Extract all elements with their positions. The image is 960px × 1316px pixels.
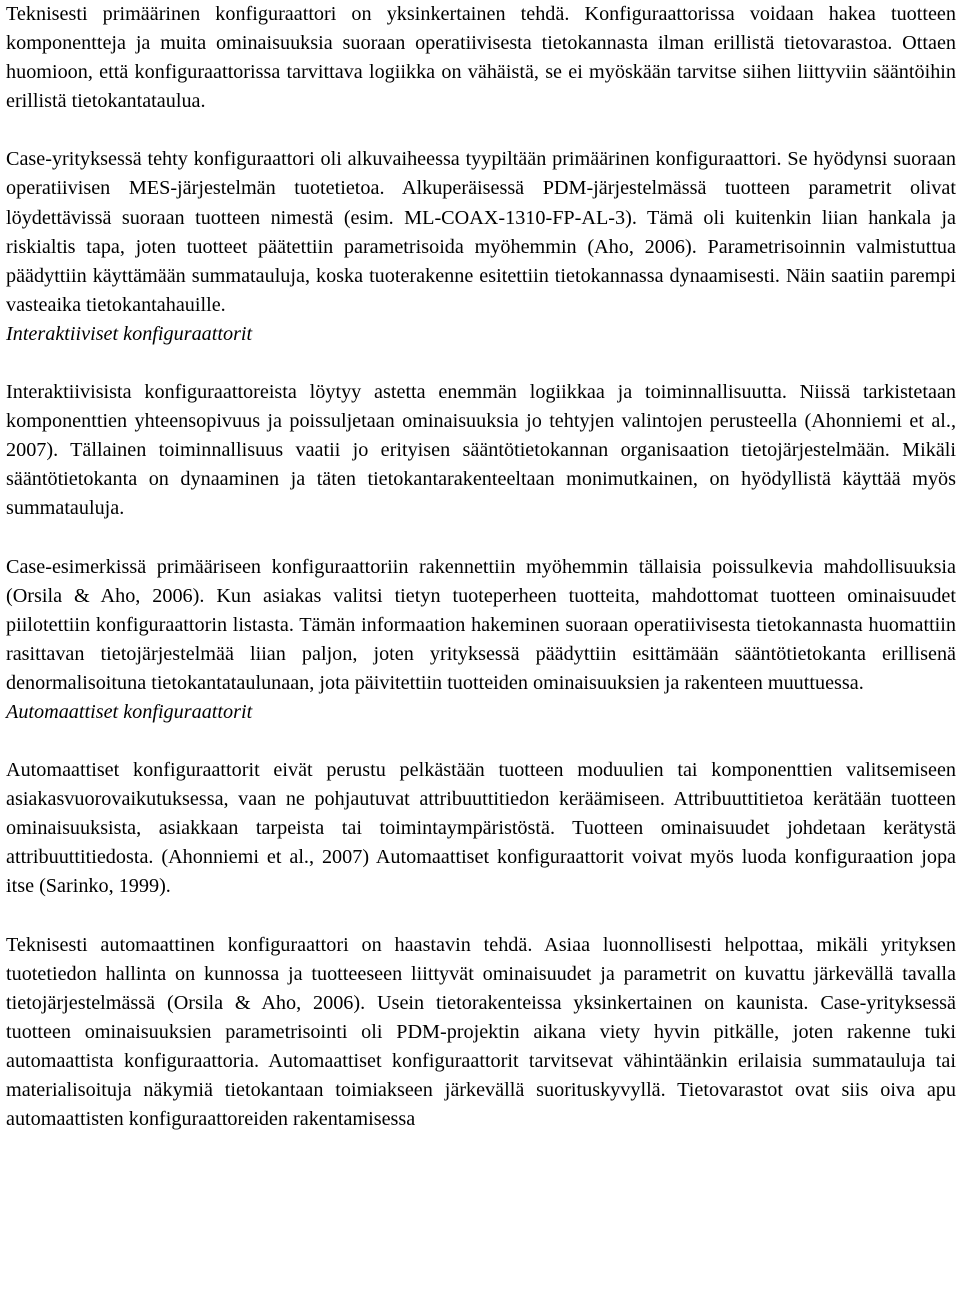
heading-interactive-configurators: Interaktiiviset konfiguraattorit — [6, 322, 253, 345]
paragraph-primary-configurator: Teknisesti primäärinen konfiguraattori on yksinkertainen tehdä. Konfiguraattorissa voidaan hakea tuotteen komponentteja ja muita ominaisuuksia suoraan operatiivisesta tietokannasta ilman erillistä tietovarastoa. Ottaen huomioon, että konfiguraattorissa tarvittava logiikka on vähäistä, se ei myöskään tarvitse siihen liittyviin sääntöihin erillistä tietokantataulua. — [6, 3, 956, 113]
paragraph-case-example: Case-esimerkissä primääriseen konfiguraattoriin rakennettiin myöhemmin tällaisia poissulkevia mahdollisuuksia (Orsila & Aho, 2006). Kun asiakas valitsi tietyn tuoteperheen tuotteita, mahdottomat tuotteen ominaisuudet piilotettiin konfiguraattorin listasta. Tämän informaation hakeminen suoraan operatiivisesta tietokannasta huomattiin rasittavan tietojärjestelmää liian paljon, joten yrityksessä päädyttiin esittämään sääntötietokanta erillisenä denormalisoituna tietokantataulunaan, jota päivitettiin tuotteiden ominaisuuksien ja rakenteen muuttuessa. — [6, 555, 956, 694]
paragraph-case-company: Case-yrityksessä tehty konfiguraattori oli alkuvaiheessa tyypiltään primäärinen konfiguraattori. Se hyödynsi suoraan operatiivisen MES-järjestelmän tuotetietoa. Alkuperäisessä PDM-järjestelmässä tuotteen parametrit olivat löydettävissä suoraan tuotteen nimestä (esim. ML-COAX-1310-FP-AL-3). Tämä oli kuitenkin liian hankala ja riskialtis tapa, joten tuotteet päätettiin parametrisoida myöhemmin (Aho, 2006). Parametrisoinnin valmistuttua päädyttiin käyttämään summatauluja, koska tuoterakenne esitettiin tietokannassa dynaamisesti. Näin saatiin parempi vasteaika tietokantahauille. — [6, 148, 956, 316]
paragraph-technical-automatic: Teknisesti automaattinen konfiguraattori on haastavin tehdä. Asiaa luonnollisesti helpottaa, mikäli yrityksen tuotetiedon hallinta on kunnossa ja tuotteeseen liittyvät ominaisuudet ja parametrit on kuvattu järkevällä tavalla tietojärjestelmässä (Orsila & Aho, 2006). Usein tietorakenteissa yksinkertainen on kaunista. Case-yrityksessä tuotteen ominaisuuksien parametrisointi oli PDM-projektin aikana viety hyvin pitkälle, joten rakenne tuki automaattista konfiguraattoria. Automaattiset konfiguraattorit tarvitsevat vähintäänkin erilaisia summatauluja tai materialisoituja näkymiä tietokantaan toimiakseen järkevällä suorituskyvyllä. Tietovarastot ovat siis oiva apu automaattisten konfiguraattoreiden rakentamisessa — [6, 933, 956, 1131]
paragraph-interactive: Interaktiivisista konfiguraattoreista löytyy astetta enemmän logiikkaa ja toiminnallisuutta. Niissä tarkistetaan komponenttien yhteensopivuus ja poissuljetaan ominaisuuksia jo tehtyjen valintojen perusteella (Ahonniemi et al., 2007). Tällainen toiminnallisuus vaatii jo erityisen sääntötietokannan organisaation tietojärjestelmään. Mikäli sääntötietokanta on dynaaminen ja täten tietokantarakenteeltaan monimutkainen, on hyödyllistä käyttää myös summatauluja. — [6, 381, 956, 520]
heading-automatic-configurators: Automaattiset konfiguraattorit — [6, 700, 253, 723]
paragraph-automatic: Automaattiset konfiguraattorit eivät perustu pelkästään tuotteen moduulien tai komponenttien valitsemiseen asiakasvuorovaikutuksessa, vaan ne pohjautuvat attribuuttitiedon keräämiseen. Attribuuttitietoa kerätään tuotteen ominaisuuksista, asiakkaan tarpeista tai toimintaympäristöstä. Tuotteen ominaisuudet johdetaan kerätystä attribuuttitiedosta. (Ahonniemi et al., 2007) Automaattiset konfiguraattorit voivat myös luoda konfiguraation jopa itse (Sarinko, 1999). — [6, 759, 956, 898]
